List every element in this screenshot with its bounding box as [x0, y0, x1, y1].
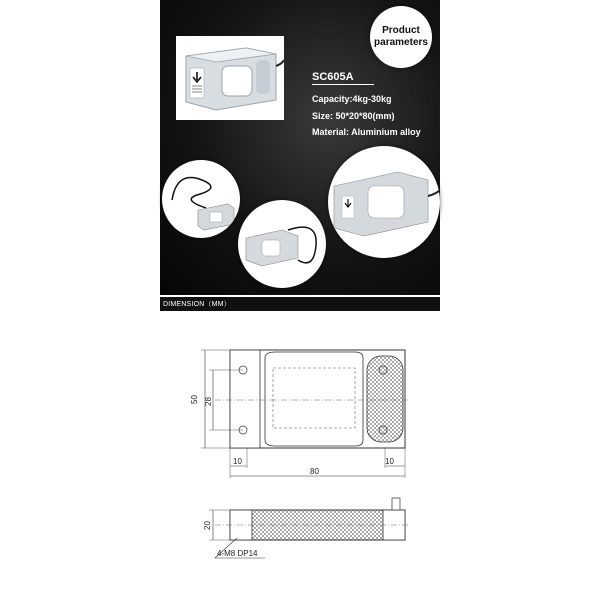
dimension-header: DIMENSION（MM） — [163, 301, 231, 308]
badge-line-1: Product — [382, 25, 420, 36]
right-offset-dimension: 10 — [385, 457, 394, 466]
model-underline — [312, 84, 374, 85]
badge-line-2: parameters — [374, 37, 428, 48]
inner-height-dimension: 28 — [204, 397, 213, 406]
photo-circle-front — [328, 146, 440, 258]
product-parameters-badge — [370, 6, 432, 68]
length-dimension: 80 — [310, 467, 319, 476]
load-cell-photo — [176, 36, 284, 120]
left-offset-dimension: 10 — [233, 457, 242, 466]
material-spec: Material: Aluminium alloy — [312, 127, 421, 137]
dimension-drawing — [185, 338, 425, 568]
size-spec: Size: 50*20*80(mm) — [312, 111, 395, 121]
thickness-dimension: 20 — [203, 521, 212, 530]
height-dimension: 50 — [190, 395, 199, 404]
capacity-spec: Capacity:4kg-30kg — [312, 94, 392, 104]
thread-callout: 4-M8 DP14 — [217, 549, 258, 558]
model-name: SC605A — [312, 71, 354, 83]
photo-circle-side — [238, 200, 326, 288]
photo-circle-cable — [162, 160, 240, 238]
dimension-header-bar — [160, 297, 440, 311]
